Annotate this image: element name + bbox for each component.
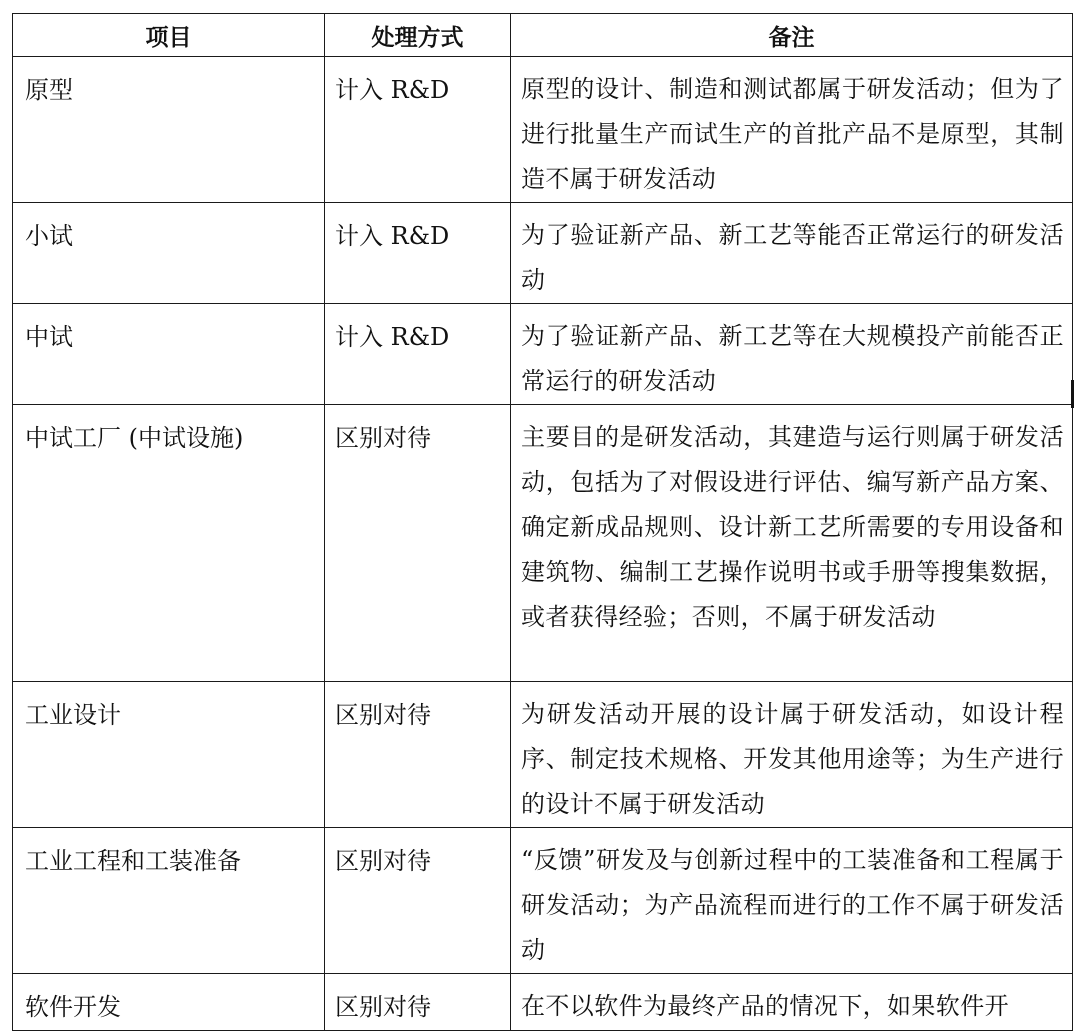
cell-item: 小试 — [13, 203, 325, 304]
cell-method: 区别对待 — [325, 682, 511, 828]
table-row — [13, 203, 1073, 304]
cell-method: 计入 R&D — [325, 203, 511, 304]
cell-note: 原型的设计、制造和测试都属于研发活动；但为了进行批量生产而试生产的首批产品不是原型，其制造不属于研发活动 — [511, 57, 1073, 203]
document-table-container — [12, 13, 1072, 1031]
table-row — [13, 682, 1073, 828]
cell-note: “反馈”研发及与创新过程中的工装准备和工程属于研发活动；为产品流程而进行的工作不属于研发活动 — [511, 828, 1073, 974]
cell-item: 工业工程和工装准备 — [13, 828, 325, 974]
cell-item: 工业设计 — [13, 682, 325, 828]
cell-item: 中试工厂 (中试设施) — [13, 405, 325, 682]
cell-item: 软件开发 — [13, 974, 325, 1031]
header-method: 处理方式 — [325, 14, 511, 57]
cell-item: 原型 — [13, 57, 325, 203]
cell-method: 计入 R&D — [325, 304, 511, 405]
rd-classification-table — [12, 13, 1073, 1031]
cell-method: 计入 R&D — [325, 57, 511, 203]
header-note: 备注 — [511, 14, 1073, 57]
table-row — [13, 405, 1073, 682]
table-row — [13, 304, 1073, 405]
table-row — [13, 828, 1073, 974]
text-cursor — [1071, 380, 1074, 408]
cell-note: 为了验证新产品、新工艺等在大规模投产前能否正常运行的研发活动 — [511, 304, 1073, 405]
cell-note: 在不以软件为最终产品的情况下，如果软件开 — [511, 974, 1073, 1031]
header-item: 项目 — [13, 14, 325, 57]
table-header-row — [13, 14, 1073, 57]
cell-note: 为了验证新产品、新工艺等能否正常运行的研发活动 — [511, 203, 1073, 304]
cell-note: 主要目的是研发活动，其建造与运行则属于研发活动，包括为了对假设进行评估、编写新产品方案、确定新成品规则、设计新工艺所需要的专用设备和建筑物、编制工艺操作说明书或手册等搜集数据，或者获得经验；否则，不属于研发活动 — [511, 405, 1073, 682]
table-row — [13, 974, 1073, 1031]
cell-note: 为研发活动开展的设计属于研发活动，如设计程序、制定技术规格、开发其他用途等；为生产进行的设计不属于研发活动 — [511, 682, 1073, 828]
cell-method: 区别对待 — [325, 974, 511, 1031]
table-row — [13, 57, 1073, 203]
cell-method: 区别对待 — [325, 405, 511, 682]
cell-method: 区别对待 — [325, 828, 511, 974]
cell-item: 中试 — [13, 304, 325, 405]
